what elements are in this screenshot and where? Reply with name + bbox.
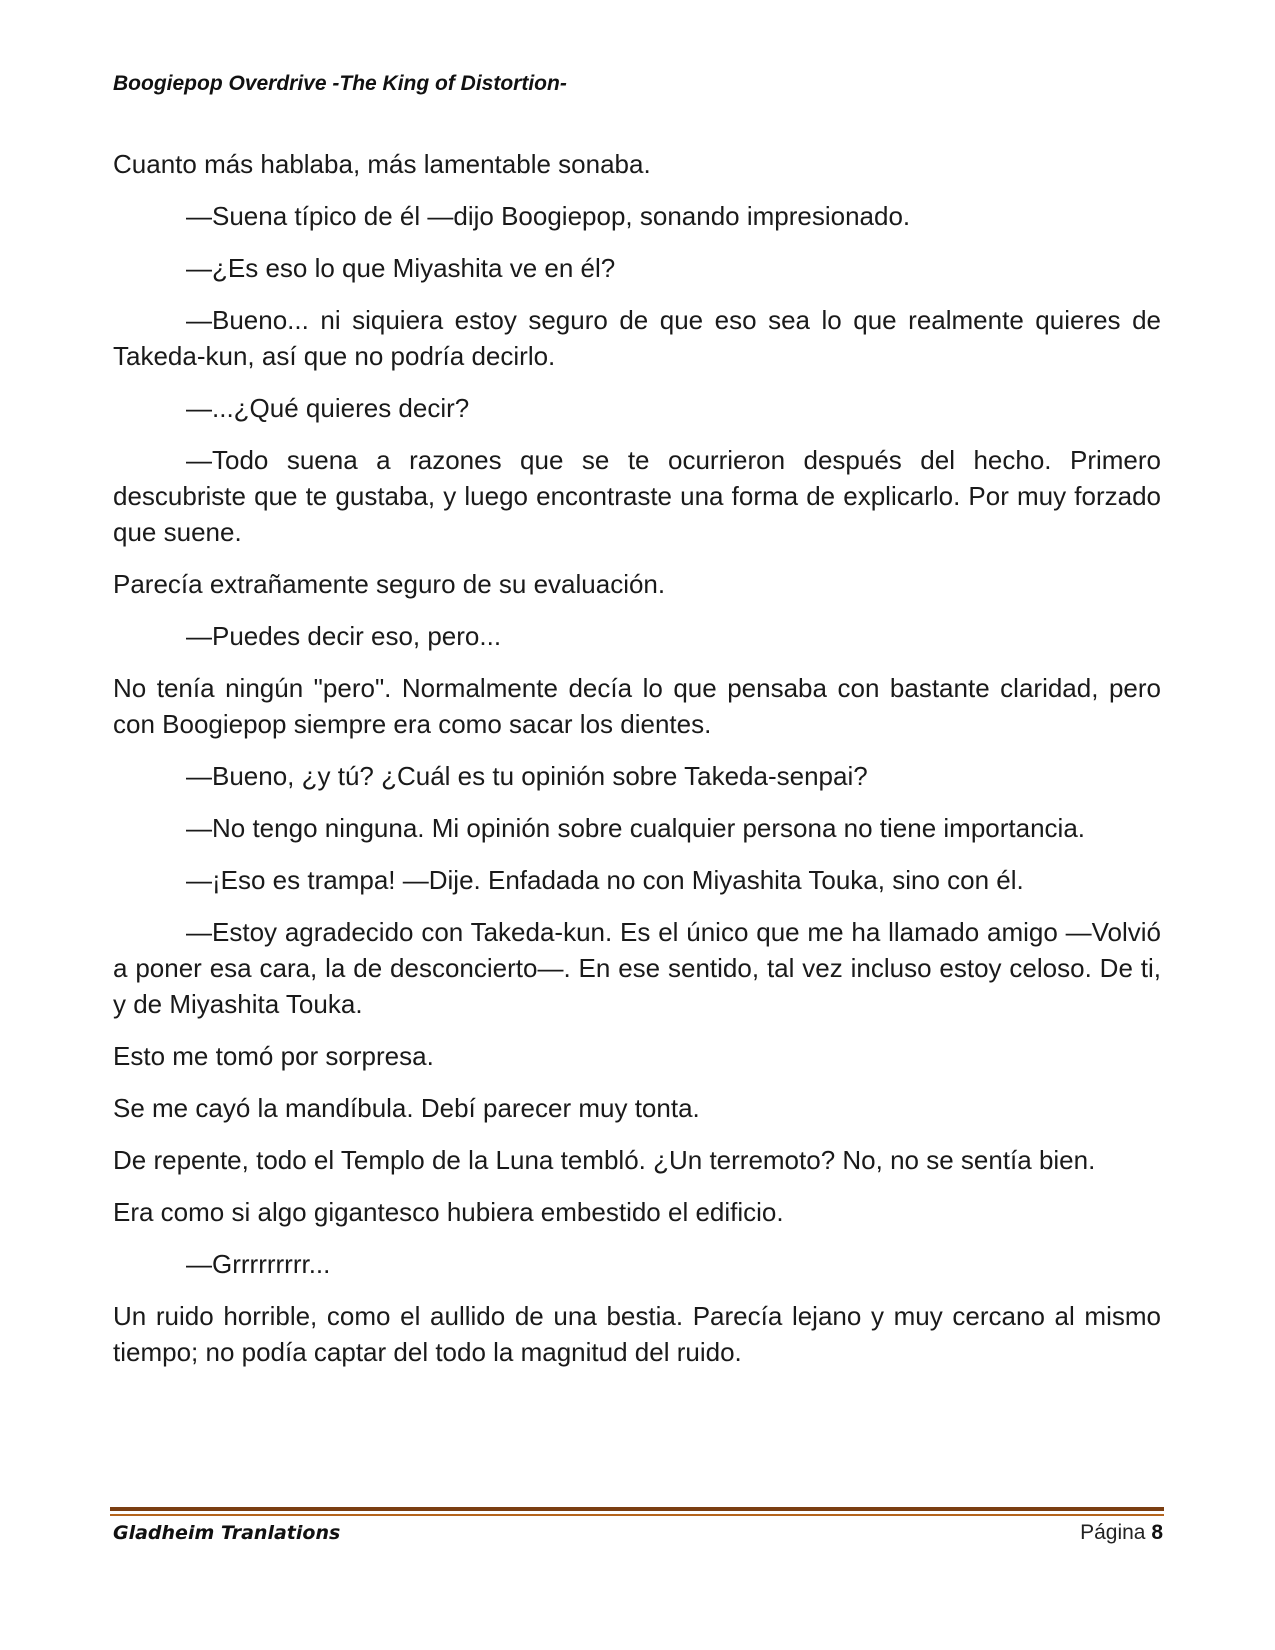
paragraph: Se me cayó la mandíbula. Debí parecer muy tonta. (113, 1093, 700, 1123)
footer-publisher: Gladheim Tranlations (113, 1522, 341, 1544)
page-number: 8 (1151, 1521, 1163, 1544)
paragraph: —Suena típico de él —dijo Boogiepop, sonando impresionado. (186, 201, 911, 231)
paragraph: —¡Eso es trampa! —Dije. Enfadada no con Miyashita Touka, sino con él. (186, 865, 1024, 895)
paragraph: —No tengo ninguna. Mi opinión sobre cualquier persona no tiene importancia. (186, 813, 1086, 843)
paragraph: —Puedes decir eso, pero... (186, 621, 502, 651)
paragraph: Parecía extrañamente seguro de su evaluación. (113, 569, 666, 599)
paragraph: —¿Es eso lo que Miyashita ve en él? (186, 253, 616, 283)
paragraph: De repente, todo el Templo de la Luna tembló. ¿Un terremoto? No, no se sentía bien. (113, 1145, 1096, 1175)
footer-page-indicator (1080, 1521, 1163, 1545)
paragraph: Cuanto más hablaba, más lamentable sonaba. (113, 149, 651, 179)
document-body (113, 146, 1161, 1386)
paragraph: —Grrrrrrrrr... (186, 1249, 331, 1279)
paragraph: Era como si algo gigantesco hubiera embestido el edificio. (113, 1197, 784, 1227)
paragraph: Esto me tomó por sorpresa. (113, 1041, 434, 1071)
paragraph: No tenía ningún "pero". Normalmente decía lo que pensaba con bastante claridad, pero con Boogiepop siempre era como sacar los dientes. (113, 673, 1161, 739)
footer-rule-thick (110, 1507, 1164, 1511)
paragraph: —Bueno... ni siquiera estoy seguro de que eso sea lo que realmente quieres de Takeda-kun, así que no podría decirlo. (113, 305, 1161, 371)
paragraph: —Bueno, ¿y tú? ¿Cuál es tu opinión sobre Takeda-senpai? (186, 761, 868, 791)
footer-rule-thin (110, 1514, 1164, 1516)
paragraph: Un ruido horrible, como el aullido de una bestia. Parecía lejano y muy cercano al mismo tiempo; no podía captar del todo la magnitud del ruido. (113, 1301, 1161, 1367)
page-label: Página (1080, 1521, 1146, 1544)
paragraph: —...¿Qué quieres decir? (186, 393, 470, 423)
paragraph: —Todo suena a razones que se te ocurrieron después del hecho. Primero descubriste que te gustaba, y luego encontraste una forma de explicarlo. Por muy forzado que suene. (113, 445, 1161, 547)
paragraph: —Estoy agradecido con Takeda-kun. Es el único que me ha llamado amigo —Volvió a poner esa cara, la de desconcierto—. En ese sentido, tal vez incluso estoy celoso. De ti, y de Miyashita Touka. (113, 917, 1161, 1019)
page-header-title: Boogiepop Overdrive -The King of Distortion- (113, 72, 567, 95)
